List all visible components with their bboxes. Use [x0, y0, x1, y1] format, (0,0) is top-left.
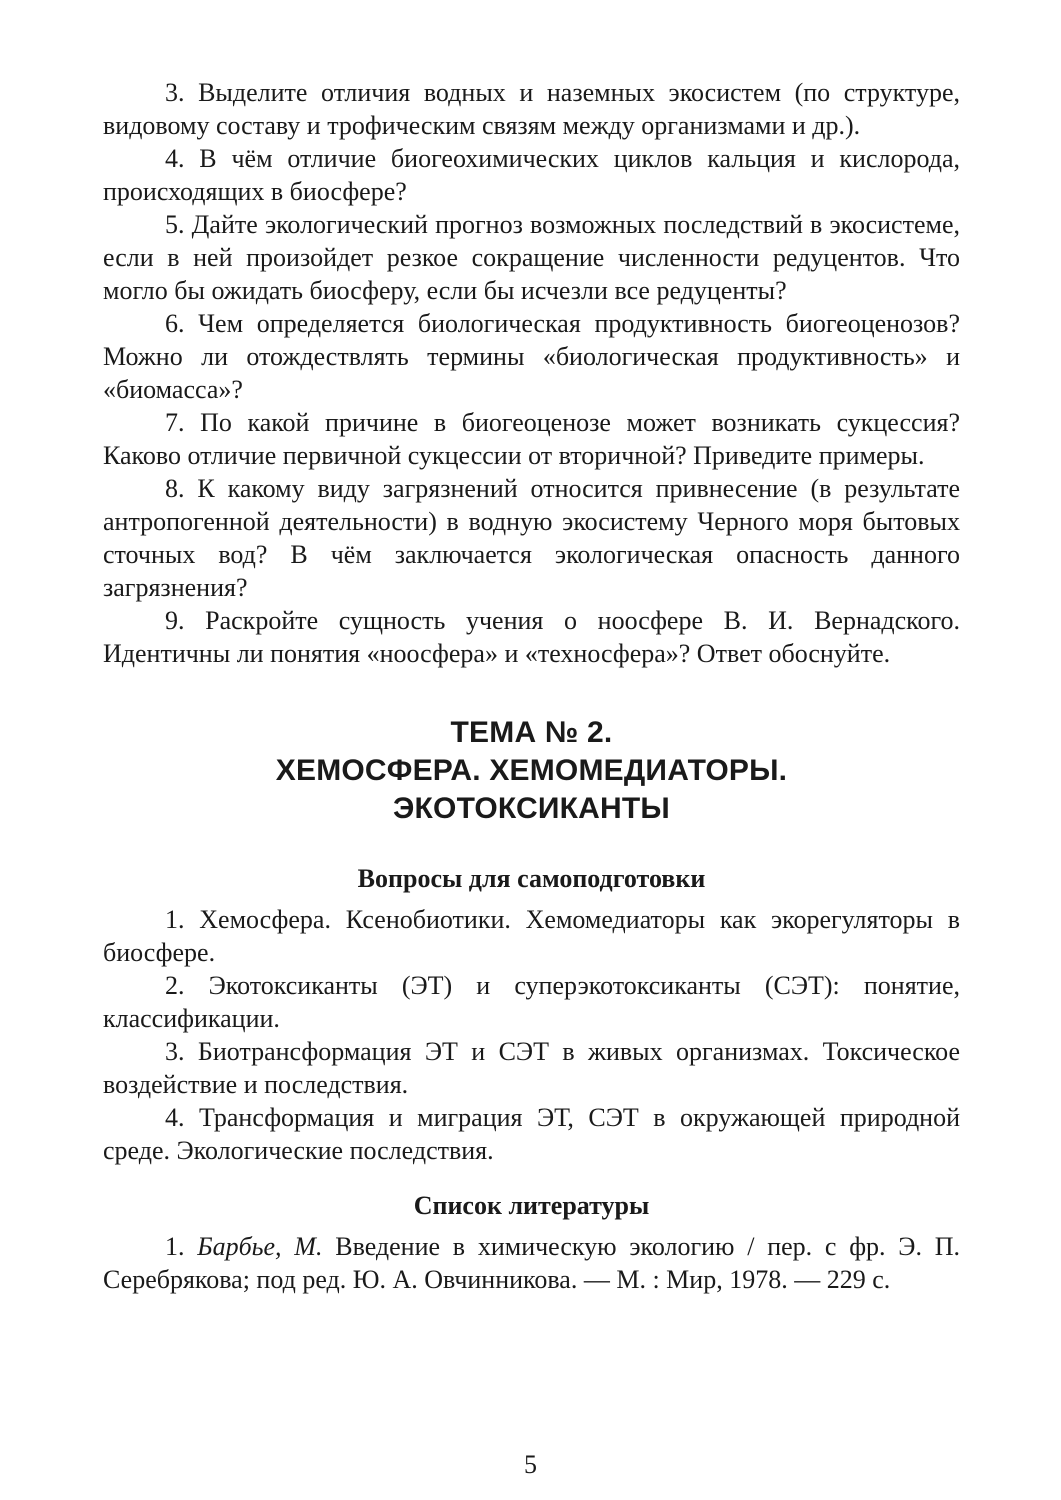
theme-title	[103, 714, 960, 828]
page-content	[103, 76, 960, 1296]
theme-name-line-1: ХЕМОСФЕРА. ХЕМОМЕДИАТОРЫ.	[275, 754, 788, 787]
literature-heading: Список литературы	[413, 1191, 650, 1220]
question-4: 4. В чём отличие биогеохимических циклов кальция и кислорода, происходящих в биосфере?	[103, 144, 960, 206]
question-8: 8. К какому виду загрязнений относится привнесение (в результате антропогенной деятельности) в водную экосистему Черного моря бытовых сточных вод? В чём заключается экологическая опасность данного загрязнения?	[103, 474, 960, 602]
literature-list	[103, 1230, 960, 1296]
self-study-item-3: 3. Биотрансформация ЭТ и СЭТ в живых организмах. Токсическое воздействие и последствия.	[103, 1037, 960, 1099]
theme-name-line-2: ЭКОТОКСИКАНТЫ	[393, 792, 670, 825]
self-study-heading: Вопросы для самоподготовки	[357, 864, 706, 893]
literature-item-text: Введение в химическую экологию / пер. с фр. Э. П. Серебрякова; под ред. Ю. А. Овчинникова. — М. : Мир, 1978. — 229 с.	[103, 1232, 961, 1294]
self-study-item-2: 2. Экотоксиканты (ЭТ) и суперэкотоксиканты (СЭТ): понятие, классификации.	[103, 971, 960, 1033]
page-number: 5	[524, 1450, 537, 1479]
literature-item-number: 1.	[165, 1232, 185, 1261]
self-study-item-1: 1. Хемосфера. Ксенобиотики. Хемомедиаторы как экорегуляторы в биосфере.	[103, 905, 960, 967]
question-9: 9. Раскройте сущность учения о ноосфере В. И. Вернадского. Идентичны ли понятия «ноосфера» и «техносфера»? Ответ обоснуйте.	[103, 606, 960, 668]
literature-item-1	[103, 1230, 960, 1296]
previous-questions	[103, 76, 960, 670]
self-study-list	[103, 903, 960, 1167]
theme-number: ТЕМА № 2.	[450, 716, 613, 749]
question-7: 7. По какой причине в биогеоценозе может возникать сукцессия? Каково отличие первичной сукцессии от вторичной? Приведите примеры.	[103, 408, 960, 470]
question-5: 5. Дайте экологический прогноз возможных последствий в экосистеме, если в ней произойдет резкое сокращение численности редуцентов. Что могло бы ожидать биосферу, если бы исчезли все редуценты?	[103, 210, 960, 305]
literature-item-author: Барбье, М.	[197, 1232, 323, 1261]
question-3: 3. Выделите отличия водных и наземных экосистем (по структуре, видовому составу и трофическим связям между организмами и др.).	[103, 78, 960, 140]
self-study-item-4: 4. Трансформация и миграция ЭТ, СЭТ в окружающей природной среде. Экологические последствия.	[103, 1103, 960, 1165]
question-6: 6. Чем определяется биологическая продуктивность биогеоценозов? Можно ли отождествлять термины «биологическая продуктивность» и «биомасса»?	[103, 309, 960, 404]
